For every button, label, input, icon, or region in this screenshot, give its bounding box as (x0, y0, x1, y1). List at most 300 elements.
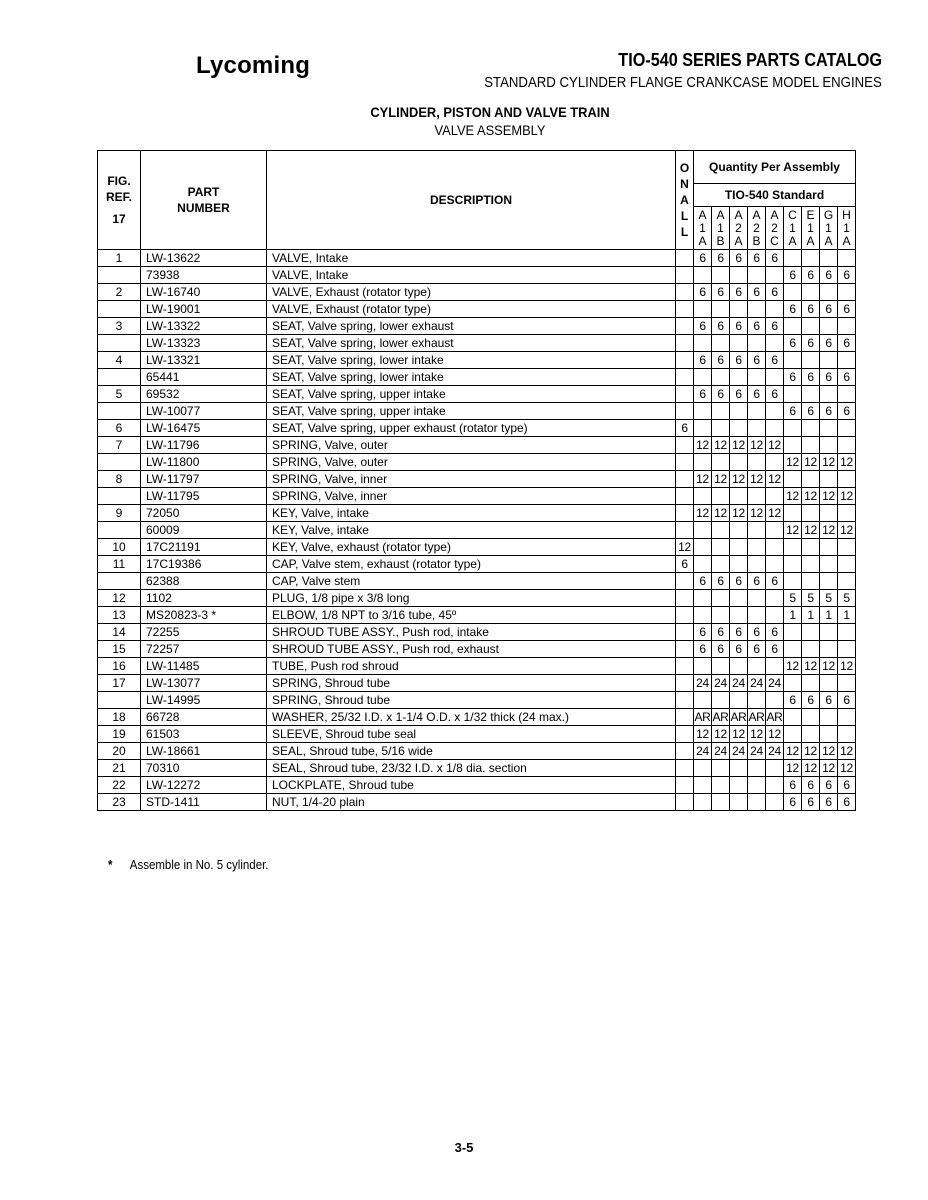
quantity-cell (712, 760, 730, 777)
quantity-cell (730, 454, 748, 471)
quantity-cell (784, 471, 802, 488)
quantity-cell: 1 (802, 607, 820, 624)
quantity-cell (712, 454, 730, 471)
fig-ref-cell: 13 (98, 607, 141, 624)
onal-qty-cell (676, 250, 694, 267)
description-cell: CAP, Valve stem (267, 573, 676, 590)
fig-ref-cell: 14 (98, 624, 141, 641)
onal-header: O N A L L (676, 151, 694, 250)
quantity-cell (802, 250, 820, 267)
quantity-cell (694, 777, 712, 794)
quantity-cell: 6 (694, 250, 712, 267)
quantity-cell (712, 539, 730, 556)
quantity-cell: 6 (730, 352, 748, 369)
quantity-cell (838, 420, 856, 437)
quantity-cell (820, 556, 838, 573)
quantity-cell (712, 794, 730, 811)
quantity-cell: 6 (784, 301, 802, 318)
quantity-cell (694, 454, 712, 471)
quantity-cell: 6 (712, 624, 730, 641)
description-cell: SHROUD TUBE ASSY., Push rod, intake (267, 624, 676, 641)
fig-ref-cell: 16 (98, 658, 141, 675)
description-cell: SPRING, Shroud tube (267, 675, 676, 692)
description-cell: SHROUD TUBE ASSY., Push rod, exhaust (267, 641, 676, 658)
part-number-cell: 17C19386 (141, 556, 267, 573)
table-row (98, 641, 856, 658)
part-number-cell: 72255 (141, 624, 267, 641)
onal-qty-cell (676, 624, 694, 641)
quantity-cell: 12 (820, 743, 838, 760)
quantity-cell (784, 709, 802, 726)
part-number-cell: 66728 (141, 709, 267, 726)
quantity-cell: 6 (820, 692, 838, 709)
quantity-cell (838, 641, 856, 658)
quantity-cell: 12 (802, 658, 820, 675)
quantity-cell: 1 (838, 607, 856, 624)
quantity-cell: 6 (802, 692, 820, 709)
onal-qty-cell (676, 471, 694, 488)
quantity-cell (820, 709, 838, 726)
description-cell: SEAT, Valve spring, upper intake (267, 403, 676, 420)
description-cell: VALVE, Exhaust (rotator type) (267, 301, 676, 318)
part-number-cell: LW-13622 (141, 250, 267, 267)
quantity-cell: 12 (766, 505, 784, 522)
description-cell: SPRING, Valve, inner (267, 488, 676, 505)
quantity-cell: 6 (730, 284, 748, 301)
fig-ref-cell: 19 (98, 726, 141, 743)
quantity-cell: 6 (820, 403, 838, 420)
quantity-cell (838, 709, 856, 726)
quantity-cell (748, 267, 766, 284)
quantity-cell (712, 590, 730, 607)
footnote-text: Assemble in No. 5 cylinder. (129, 858, 269, 872)
description-cell: NUT, 1/4-20 plain (267, 794, 676, 811)
description-cell: WASHER, 25/32 I.D. x 1-1/4 O.D. x 1/32 thick (24 max.) (267, 709, 676, 726)
quantity-cell (820, 250, 838, 267)
quantity-cell: 6 (766, 573, 784, 590)
quantity-cell: 6 (838, 301, 856, 318)
quantity-cell: 12 (748, 505, 766, 522)
fig-ref-cell: 8 (98, 471, 141, 488)
quantity-cell (802, 624, 820, 641)
quantity-cell: 12 (820, 760, 838, 777)
model-header: G 1 A (820, 207, 838, 250)
quantity-cell (784, 726, 802, 743)
description-cell: SEAT, Valve spring, lower intake (267, 369, 676, 386)
quantity-cell: 12 (766, 437, 784, 454)
table-row (98, 777, 856, 794)
description-cell: SLEEVE, Shroud tube seal (267, 726, 676, 743)
table-row (98, 335, 856, 352)
quantity-cell (766, 522, 784, 539)
quantity-cell: 12 (784, 658, 802, 675)
part-number-cell: LW-13321 (141, 352, 267, 369)
fig-ref-header-label: FIG. REF. (105, 174, 132, 204)
part-number-cell: 72050 (141, 505, 267, 522)
quantity-cell: 24 (712, 743, 730, 760)
onal-qty-cell (676, 641, 694, 658)
quantity-cell: 6 (730, 624, 748, 641)
table-row (98, 794, 856, 811)
quantity-cell (802, 709, 820, 726)
quantity-cell (784, 624, 802, 641)
quantity-cell (766, 607, 784, 624)
quantity-cell (820, 726, 838, 743)
quantity-cell (820, 284, 838, 301)
quantity-cell (748, 539, 766, 556)
quantity-cell (820, 420, 838, 437)
onal-qty-cell: 12 (676, 539, 694, 556)
description-cell: SEAT, Valve spring, lower exhaust (267, 335, 676, 352)
table-row (98, 760, 856, 777)
quantity-cell: 6 (838, 403, 856, 420)
quantity-cell (694, 335, 712, 352)
description-cell: SEAT, Valve spring, lower intake (267, 352, 676, 369)
quantity-cell: 12 (820, 522, 838, 539)
onal-qty-cell (676, 692, 694, 709)
quantity-cell: 6 (694, 318, 712, 335)
tio540-standard-header: TIO-540 Standard (694, 184, 856, 207)
part-number-cell: LW-12272 (141, 777, 267, 794)
onal-qty-cell (676, 352, 694, 369)
table-row (98, 369, 856, 386)
quantity-cell: 12 (712, 726, 730, 743)
fig-ref-cell: 5 (98, 386, 141, 403)
quantity-cell: 24 (748, 743, 766, 760)
onal-qty-cell (676, 284, 694, 301)
quantity-cell (784, 420, 802, 437)
onal-qty-cell (676, 760, 694, 777)
quantity-cell: 1 (820, 607, 838, 624)
quantity-cell (748, 590, 766, 607)
quantity-cell: 12 (802, 743, 820, 760)
quantity-cell (838, 284, 856, 301)
quantity-cell (748, 760, 766, 777)
fig-ref-cell: 3 (98, 318, 141, 335)
quantity-cell: 6 (694, 573, 712, 590)
table-row (98, 573, 856, 590)
part-number-cell: LW-18661 (141, 743, 267, 760)
quantity-cell (748, 607, 766, 624)
quantity-cell: 12 (694, 726, 712, 743)
quantity-cell (766, 760, 784, 777)
quantity-cell (838, 250, 856, 267)
quantity-cell (838, 471, 856, 488)
description-cell: PLUG, 1/8 pipe x 3/8 long (267, 590, 676, 607)
part-number-cell: 61503 (141, 726, 267, 743)
quantity-cell: 6 (766, 318, 784, 335)
quantity-cell: 6 (694, 386, 712, 403)
quantity-cell: 24 (694, 743, 712, 760)
part-number-cell: LW-13077 (141, 675, 267, 692)
quantity-cell (694, 556, 712, 573)
part-number-cell: LW-11800 (141, 454, 267, 471)
quantity-cell (748, 403, 766, 420)
quantity-cell (802, 318, 820, 335)
onal-qty-cell (676, 403, 694, 420)
quantity-cell (838, 675, 856, 692)
quantity-cell: 12 (802, 760, 820, 777)
onal-qty-cell (676, 522, 694, 539)
table-row (98, 505, 856, 522)
description-cell: SEAT, Valve spring, upper intake (267, 386, 676, 403)
quantity-cell: 12 (820, 488, 838, 505)
quantity-cell: 6 (838, 777, 856, 794)
quantity-cell (730, 777, 748, 794)
quantity-cell: 6 (802, 794, 820, 811)
onal-qty-cell (676, 777, 694, 794)
fig-ref-cell: 1 (98, 250, 141, 267)
quantity-cell (802, 539, 820, 556)
part-number-cell: 69532 (141, 386, 267, 403)
fig-ref-cell (98, 403, 141, 420)
description-cell: SEAL, Shroud tube, 5/16 wide (267, 743, 676, 760)
parts-table (97, 150, 856, 811)
quantity-cell: 5 (820, 590, 838, 607)
description-cell: SPRING, Valve, outer (267, 454, 676, 471)
description-cell: VALVE, Exhaust (rotator type) (267, 284, 676, 301)
fig-ref-cell: 21 (98, 760, 141, 777)
table-row (98, 284, 856, 301)
quantity-cell: 6 (838, 692, 856, 709)
quantity-cell (766, 420, 784, 437)
quantity-cell (694, 760, 712, 777)
fig-ref-cell: 7 (98, 437, 141, 454)
quantity-cell: 6 (694, 284, 712, 301)
quantity-cell (838, 556, 856, 573)
quantity-cell (820, 318, 838, 335)
quantity-cell (694, 301, 712, 318)
quantity-cell: 6 (820, 335, 838, 352)
onal-qty-cell (676, 335, 694, 352)
quantity-cell: 6 (730, 386, 748, 403)
quantity-cell (766, 777, 784, 794)
onal-qty-cell (676, 658, 694, 675)
quantity-cell (820, 386, 838, 403)
quantity-cell: 6 (748, 386, 766, 403)
quantity-cell: 12 (838, 488, 856, 505)
figure-number: 17 (112, 212, 126, 226)
quantity-cell (838, 318, 856, 335)
quantity-cell (694, 403, 712, 420)
section-subtitle: VALVE ASSEMBLY (434, 122, 546, 138)
table-row (98, 692, 856, 709)
quantity-cell: AR (766, 710, 783, 724)
quantity-cell (766, 692, 784, 709)
quantity-cell: 6 (784, 794, 802, 811)
quantity-cell: 12 (784, 454, 802, 471)
quantity-cell: 6 (712, 352, 730, 369)
quantity-cell: AR (748, 710, 765, 724)
quantity-cell: 24 (766, 675, 784, 692)
quantity-cell (766, 301, 784, 318)
catalog-title: TIO-540 SERIES PARTS CATALOG (618, 50, 882, 70)
quantity-cell: 6 (748, 250, 766, 267)
quantity-cell: 6 (766, 284, 784, 301)
part-number-cell: 60009 (141, 522, 267, 539)
quantity-cell: 6 (766, 641, 784, 658)
table-row (98, 437, 856, 454)
quantity-cell (712, 403, 730, 420)
description-cell: KEY, Valve, intake (267, 505, 676, 522)
quantity-cell (694, 658, 712, 675)
quantity-cell (784, 318, 802, 335)
quantity-cell (820, 471, 838, 488)
quantity-cell: 24 (694, 675, 712, 692)
quantity-cell (712, 335, 730, 352)
quantity-cell (784, 352, 802, 369)
footnote (108, 858, 268, 872)
part-number-cell: 62388 (141, 573, 267, 590)
quantity-cell (748, 335, 766, 352)
table-row (98, 488, 856, 505)
quantity-cell: 6 (784, 403, 802, 420)
quantity-cell: 24 (730, 675, 748, 692)
quantity-cell: 6 (820, 267, 838, 284)
quantity-cell: 12 (712, 437, 730, 454)
table-row (98, 590, 856, 607)
quantity-cell: 12 (694, 505, 712, 522)
section-title: CYLINDER, PISTON AND VALVE TRAIN (370, 104, 610, 120)
quantity-cell (730, 760, 748, 777)
quantity-cell (820, 641, 838, 658)
quantity-cell: 6 (694, 352, 712, 369)
quantity-cell: 6 (784, 692, 802, 709)
quantity-cell (730, 369, 748, 386)
fig-ref-cell (98, 573, 141, 590)
quantity-cell: 6 (820, 794, 838, 811)
onal-qty-cell (676, 454, 694, 471)
quantity-cell: 12 (838, 454, 856, 471)
part-number-cell: LW-13323 (141, 335, 267, 352)
part-number-cell: MS20823-3 * (141, 607, 267, 624)
part-number-cell: 70310 (141, 760, 267, 777)
model-header: E 1 A (802, 207, 820, 250)
quantity-cell (748, 692, 766, 709)
quantity-cell (748, 556, 766, 573)
quantity-cell (730, 794, 748, 811)
quantity-cell: 12 (748, 726, 766, 743)
quantity-cell (766, 539, 784, 556)
quantity-cell (784, 250, 802, 267)
quantity-cell (712, 301, 730, 318)
fig-ref-cell (98, 692, 141, 709)
part-number-cell: LW-11797 (141, 471, 267, 488)
part-number-cell: LW-13322 (141, 318, 267, 335)
quantity-cell (784, 437, 802, 454)
table-row (98, 675, 856, 692)
description-cell: SEAL, Shroud tube, 23/32 I.D. x 1/8 dia. section (267, 760, 676, 777)
quantity-cell (802, 437, 820, 454)
quantity-cell: 12 (784, 522, 802, 539)
part-number-cell: 1102 (141, 590, 267, 607)
quantity-cell: 12 (838, 522, 856, 539)
description-cell: SPRING, Valve, outer (267, 437, 676, 454)
quantity-cell (694, 267, 712, 284)
part-number-cell: LW-11485 (141, 658, 267, 675)
table-row (98, 522, 856, 539)
quantity-cell: 6 (784, 777, 802, 794)
quantity-cell (838, 539, 856, 556)
quantity-cell: 6 (694, 641, 712, 658)
quantity-cell (694, 794, 712, 811)
description-cell: SPRING, Valve, inner (267, 471, 676, 488)
quantity-cell: 6 (838, 794, 856, 811)
quantity-cell (820, 573, 838, 590)
quantity-cell (802, 505, 820, 522)
part-number-cell: LW-11796 (141, 437, 267, 454)
quantity-cell (730, 556, 748, 573)
onal-qty-cell (676, 369, 694, 386)
quantity-cell (766, 794, 784, 811)
fig-ref-cell: 6 (98, 420, 141, 437)
quantity-cell: 1 (784, 607, 802, 624)
quantity-cell: 6 (748, 352, 766, 369)
quantity-cell (730, 488, 748, 505)
table-row (98, 267, 856, 284)
onal-qty-cell (676, 386, 694, 403)
quantity-cell (784, 641, 802, 658)
quantity-cell: 6 (820, 301, 838, 318)
quantity-cell: AR (730, 710, 747, 724)
quantity-cell: 6 (748, 318, 766, 335)
fig-ref-cell (98, 335, 141, 352)
fig-ref-cell: 10 (98, 539, 141, 556)
quantity-cell (694, 607, 712, 624)
quantity-cell: 12 (766, 726, 784, 743)
quantity-cell (766, 556, 784, 573)
quantity-cell: 12 (766, 471, 784, 488)
quantity-cell (784, 573, 802, 590)
part-number-cell: 17C21191 (141, 539, 267, 556)
quantity-cell (802, 641, 820, 658)
quantity-cell (766, 590, 784, 607)
quantity-cell: 6 (838, 369, 856, 386)
quantity-cell (802, 352, 820, 369)
quantity-cell: 5 (838, 590, 856, 607)
catalog-subtitle: STANDARD CYLINDER FLANGE CRANKCASE MODEL ENGINES (484, 74, 882, 91)
quantity-cell (748, 301, 766, 318)
quantity-cell: AR (712, 710, 729, 724)
quantity-cell: 6 (784, 335, 802, 352)
quantity-cell: 12 (784, 760, 802, 777)
part-number-header: PART NUMBER (141, 151, 267, 250)
quantity-cell (838, 352, 856, 369)
table-row (98, 556, 856, 573)
quantity-cell: 12 (748, 471, 766, 488)
quantity-cell (766, 488, 784, 505)
quantity-cell (802, 284, 820, 301)
quantity-cell (784, 505, 802, 522)
table-row (98, 318, 856, 335)
quantity-cell: 12 (784, 488, 802, 505)
quantity-cell: 24 (748, 675, 766, 692)
description-cell: CAP, Valve stem, exhaust (rotator type) (267, 556, 676, 573)
quantity-cell: 6 (766, 386, 784, 403)
quantity-cell (838, 573, 856, 590)
onal-qty-cell (676, 505, 694, 522)
quantity-cell (838, 386, 856, 403)
quantity-cell (748, 794, 766, 811)
quantity-cell: 6 (802, 777, 820, 794)
quantity-cell (712, 420, 730, 437)
quantity-cell (730, 658, 748, 675)
quantity-cell: 6 (712, 284, 730, 301)
page-number: 3-5 (454, 1140, 474, 1155)
quantity-cell (748, 522, 766, 539)
quantity-cell: 6 (694, 624, 712, 641)
quantity-cell (730, 692, 748, 709)
